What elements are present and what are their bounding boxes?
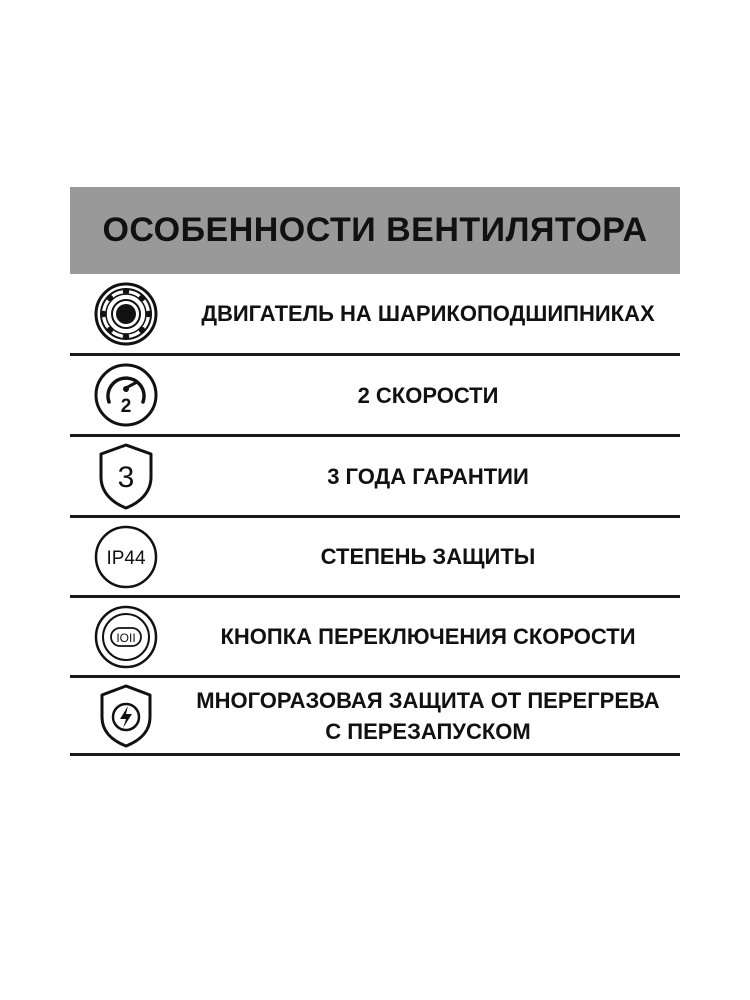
speed-gauge-number: 2 — [120, 396, 132, 417]
feature-label-line: МНОГОРАЗОВАЯ ЗАЩИТА ОТ ПЕРЕГРЕВА — [196, 687, 660, 713]
feature-row-bearing — [70, 274, 680, 356]
feature-label — [182, 541, 680, 572]
feature-row-switch — [70, 598, 680, 678]
switch-positions-text: IOII — [116, 630, 136, 645]
feature-label-line: 3 ГОДА ГАРАНТИИ — [327, 463, 529, 489]
feature-label — [182, 380, 680, 411]
ball-bearing-icon — [70, 281, 182, 347]
speed-switch-button-icon — [70, 604, 182, 670]
shield-warranty-icon — [70, 441, 182, 511]
ip-rating-text: IP44 — [106, 547, 146, 569]
overheat-protection-shield-icon — [70, 683, 182, 749]
feature-label — [182, 685, 680, 747]
ip-rating-icon — [70, 524, 182, 590]
page-title: ОСОБЕННОСТИ ВЕНТИЛЯТОРА — [102, 211, 648, 249]
feature-label-line: 2 СКОРОСТИ — [357, 382, 499, 408]
feature-row-protection — [70, 518, 680, 598]
feature-label — [182, 461, 680, 492]
features-header — [70, 187, 680, 274]
speed-gauge-icon — [70, 362, 182, 428]
feature-label-line: КНОПКА ПЕРЕКЛЮЧЕНИЯ СКОРОСТИ — [220, 624, 636, 649]
feature-label-line: ДВИГАТЕЛЬ НА ШАРИКОПОДШИПНИКАХ — [201, 301, 655, 326]
feature-row-warranty — [70, 437, 680, 518]
feature-label — [182, 621, 680, 652]
feature-row-overheat — [70, 678, 680, 756]
feature-row-speeds — [70, 356, 680, 437]
feature-label — [182, 298, 680, 329]
feature-label-line: СТЕПЕНЬ ЗАЩИТЫ — [320, 544, 536, 569]
warranty-number: 3 — [117, 461, 135, 494]
feature-label-line: С ПЕРЕЗАПУСКОМ — [325, 718, 531, 744]
features-panel — [70, 187, 680, 756]
